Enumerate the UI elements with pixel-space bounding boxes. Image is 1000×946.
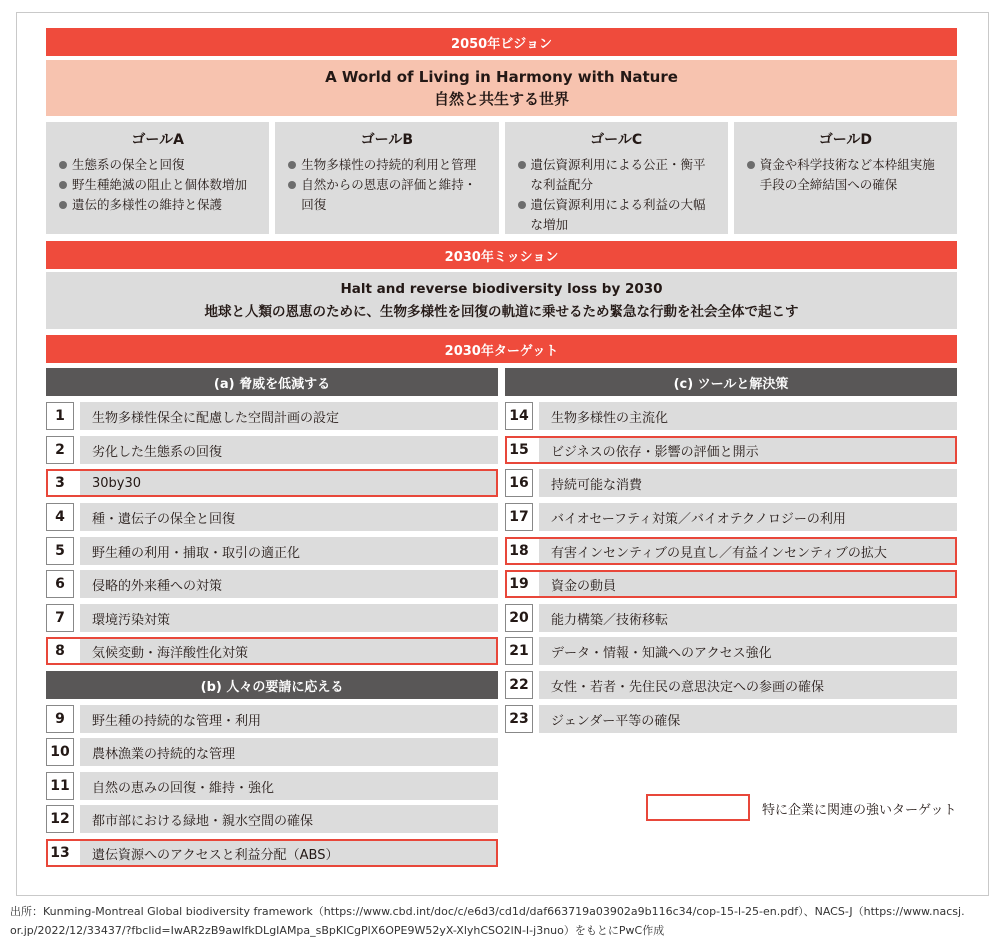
target-2 [46, 436, 498, 464]
target-label: ビジネスの依存・影響の評価と開示 [539, 436, 957, 464]
section-c-header: (c) ツールと解決策 [505, 368, 957, 396]
target-number: 10 [46, 738, 74, 766]
target-1 [46, 402, 498, 430]
target-number: 7 [46, 604, 74, 632]
target-18 [505, 537, 957, 565]
target-number: 6 [46, 570, 74, 598]
goal-c-panel [505, 122, 728, 234]
target-label: 生物多様性保全に配慮した空間計画の設定 [80, 402, 498, 430]
target-number: 12 [46, 805, 74, 833]
goal-item: 資金や科学技術など本枠組実施手段の全締結国への確保 [744, 155, 947, 195]
goal-title: ゴールB [360, 132, 414, 148]
target-8 [46, 637, 498, 665]
goal-item: 生態系の保全と回復 [56, 155, 259, 175]
vision-panel [46, 60, 957, 116]
legend-highlight-swatch [646, 794, 750, 821]
target-number: 16 [505, 469, 533, 497]
mission-title-en: Halt and reverse biodiversity loss by 2030 [340, 281, 663, 297]
target-label: 資金の動員 [539, 570, 957, 598]
target-label: 能力構築／技術移転 [539, 604, 957, 632]
target-number: 5 [46, 537, 74, 565]
target-number: 2 [46, 436, 74, 464]
target-12 [46, 805, 498, 833]
target-number: 19 [505, 570, 533, 598]
target-6 [46, 570, 498, 598]
target-22 [505, 671, 957, 699]
mission-bar: 2030年ミッション [46, 241, 957, 269]
target-label: 気候変動・海洋酸性化対策 [80, 637, 498, 665]
target-9 [46, 705, 498, 733]
target-label: 有害インセンティブの見直し／有益インセンティブの拡大 [539, 537, 957, 565]
source-line-2: or.jp/2022/12/33437/?fbclid=IwAR2zB9awIfkDLgIAMpa_sBpKICgPlX6OPE9W52yX-XlyhCSO2lN-I-j3nuo）をもとにPwC作成 [10, 924, 665, 937]
target-14 [505, 402, 957, 430]
section-a-header: (a) 脅威を低減する [46, 368, 498, 396]
target-5 [46, 537, 498, 565]
goal-item: 遺伝資源利用による公正・衡平な利益配分 [515, 155, 718, 195]
target-label: 30by30 [80, 469, 498, 497]
target-16 [505, 469, 957, 497]
vision-title-en: A World of Living in Harmony with Nature [325, 67, 678, 86]
goals-row [46, 122, 957, 234]
target-number: 1 [46, 402, 74, 430]
goal-d-panel [734, 122, 957, 234]
goal-title: ゴールD [818, 132, 873, 148]
goal-a-panel [46, 122, 269, 234]
target-15 [505, 436, 957, 464]
target-number: 13 [46, 839, 74, 867]
target-number: 20 [505, 604, 533, 632]
target-bar: 2030年ターゲット [46, 335, 957, 363]
goal-item: 遺伝的多様性の維持と保護 [56, 195, 259, 215]
source-note [10, 902, 995, 940]
mission-panel [46, 272, 957, 329]
target-number: 3 [46, 469, 74, 497]
target-number: 15 [505, 436, 533, 464]
target-13 [46, 839, 498, 867]
target-number: 11 [46, 772, 74, 800]
vision-bar: 2050年ビジョン [46, 28, 957, 56]
goal-b-panel [275, 122, 498, 234]
target-label: 環境汚染対策 [80, 604, 498, 632]
target-20 [505, 604, 957, 632]
vision-title-ja: 自然と共生する世界 [433, 89, 569, 108]
target-label: 野生種の持続的な管理・利用 [80, 705, 498, 733]
target-number: 4 [46, 503, 74, 531]
target-label: データ・情報・知識へのアクセス強化 [539, 637, 957, 665]
target-label: 持続可能な消費 [539, 469, 957, 497]
target-label: 遺伝資源へのアクセスと利益分配（ABS） [80, 839, 498, 867]
legend-label: 特に企業に関連の強いターゲット [762, 803, 957, 818]
target-number: 21 [505, 637, 533, 665]
goal-item: 野生種絶滅の阻止と個体数増加 [56, 175, 259, 195]
target-number: 14 [505, 402, 533, 430]
target-label: 侵略的外来種への対策 [80, 570, 498, 598]
target-label: 野生種の利用・捕取・取引の適正化 [80, 537, 498, 565]
target-11 [46, 772, 498, 800]
target-label: 都市部における緑地・親水空間の確保 [80, 805, 498, 833]
target-10 [46, 738, 498, 766]
section-b-header: (b) 人々の要請に応える [46, 671, 498, 699]
goal-item: 生物多様性の持続的利用と管理 [285, 155, 488, 175]
target-label: ジェンダー平等の確保 [539, 705, 957, 733]
target-label: 生物多様性の主流化 [539, 402, 957, 430]
target-label: 種・遺伝子の保全と回復 [80, 503, 498, 531]
target-17 [505, 503, 957, 531]
target-label: 女性・若者・先住民の意思決定への参画の確保 [539, 671, 957, 699]
target-4 [46, 503, 498, 531]
mission-title-ja: 地球と人類の恩恵のために、生物多様性を回復の軌道に乗せるため緊急な行動を社会全体で起こす [204, 304, 799, 320]
target-number: 18 [505, 537, 533, 565]
target-number: 8 [46, 637, 74, 665]
target-label: 農林漁業の持続的な管理 [80, 738, 498, 766]
goal-title: ゴールA [131, 132, 184, 148]
target-label: 自然の恵みの回復・維持・強化 [80, 772, 498, 800]
target-7 [46, 604, 498, 632]
target-23 [505, 705, 957, 733]
target-label: バイオセーフティ対策／バイオテクノロジーの利用 [539, 503, 957, 531]
source-line-1: 出所：Kunming-Montreal Global biodiversity framework（https://www.cbd.int/doc/c/e6d3/cd1d/daf663719a03902a9b116c34/cop-15-l-25-en.pdf）、NACS-J（https://www.nacsj. [10, 905, 965, 918]
target-number: 23 [505, 705, 533, 733]
target-21 [505, 637, 957, 665]
target-3 [46, 469, 498, 497]
target-number: 9 [46, 705, 74, 733]
target-number: 17 [505, 503, 533, 531]
target-number: 22 [505, 671, 533, 699]
goal-item: 自然からの恩恵の評価と維持・回復 [285, 175, 488, 215]
target-label: 劣化した生態系の回復 [80, 436, 498, 464]
goal-title: ゴールC [590, 132, 643, 148]
target-19 [505, 570, 957, 598]
goal-item: 遺伝資源利用による利益の大幅な増加 [515, 195, 718, 235]
